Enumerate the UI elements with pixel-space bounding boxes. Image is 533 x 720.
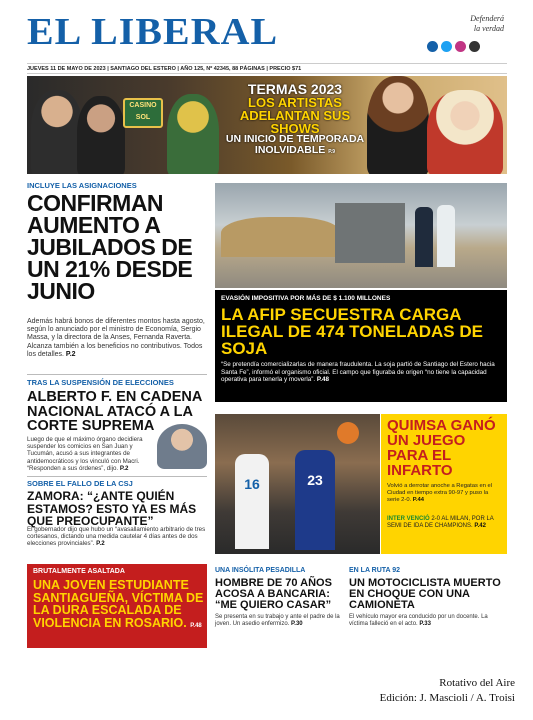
grain-truck-photo xyxy=(215,183,507,288)
red-headline-text: UNA JOVEN ESTUDIANTE SANTIAGUEÑA, VÍCTIMA DE LA DURA ESCALADA DE VIOLENCIA EN ROSARIO. xyxy=(33,578,204,630)
credit-line-1: Rotativo del Aire xyxy=(439,677,515,689)
main-kicker: INCLUYE LAS ASIGNACIONES xyxy=(27,181,137,190)
quimsa-body xyxy=(387,483,502,504)
zamora-body xyxy=(27,526,207,548)
artist-photo-3 xyxy=(167,94,219,174)
divider xyxy=(27,476,207,477)
right-body xyxy=(349,614,503,628)
soy-pile xyxy=(221,217,341,257)
facebook-icon xyxy=(427,41,438,52)
right-page: P.33 xyxy=(419,621,431,627)
banner-title: TERMAS 2023 xyxy=(247,81,343,97)
slogan-line-2: la verdad xyxy=(473,24,504,33)
quimsa-page: P.44 xyxy=(412,497,424,503)
alberto-photo xyxy=(157,424,207,469)
banner-tagline xyxy=(225,134,365,158)
mid-kicker: UNA INSÓLITA PESADILLA xyxy=(215,567,306,574)
red-kicker: BRUTALMENTE ASALTADA xyxy=(33,568,125,575)
inter-body: 2-0 AL MILAN, POR LA SEMI DE IDA DE CHAMPIONS. xyxy=(387,516,494,529)
afip-page: P.48 xyxy=(316,376,330,383)
afip-body xyxy=(221,361,501,384)
truck-hopper xyxy=(335,203,405,263)
zamora-body-text: El gobernador dijo que hubo un “avasallamiento arbitrario de tres cortesanos, dictando una medida cautelar 4 días antes de dos elecciones provinciales”. xyxy=(27,526,206,548)
masthead-logo: EL LIBERAL xyxy=(27,11,279,53)
slogan-line-1: Defenderá xyxy=(470,14,504,23)
afip-kicker: EVASIÓN IMPOSITIVA POR MÁS DE $ 1.100 MILLONES xyxy=(221,295,391,302)
inter-page: P.42 xyxy=(474,523,486,529)
mid-body-text: Se presenta en su trabajo y ante el padre de la joven. Un asedio enfermizo. xyxy=(215,614,340,627)
zamora-page: P.2 xyxy=(96,540,105,548)
artist-photo-2 xyxy=(77,96,125,174)
officer-2 xyxy=(437,205,455,267)
newspaper-front-page xyxy=(27,8,507,648)
officer-1 xyxy=(415,207,433,267)
mid-body xyxy=(215,614,345,628)
twitter-icon xyxy=(441,41,452,52)
banner-tagline-text: UN INICIO DE TEMPORADA INOLVIDABLE xyxy=(225,133,365,156)
divider xyxy=(27,374,207,375)
player-blue-jersey: 23 xyxy=(295,450,335,550)
alberto-body xyxy=(27,436,155,472)
masthead-slogan xyxy=(419,14,504,34)
main-page: P.2 xyxy=(65,350,76,358)
main-body-text: Además habrá bonos de diferentes montos hasta agosto, según lo anunciado por el ministro de Economía, Sergio Massa, y la directora de la Anses, Fernanda Raverta. Alcanza también a los beneficios no contributivos. Todos los detalles. xyxy=(27,318,205,358)
red-headline xyxy=(33,579,205,632)
alberto-headline: ALBERTO F. EN CADENA NACIONAL ATACÓ A LA CORTE SUPREMA xyxy=(27,389,202,434)
player-white-jersey: 16 xyxy=(235,454,269,549)
alberto-body-text: Luego de que el máximo órgano decidiera suspender los comicios en San Juan y Tucumán, acusó a sus integrantes de antidemocráticos y los vinculó con Macri. “Responden a sus órdenes”, dijo. xyxy=(27,436,143,472)
banner-subtitle: LOS ARTISTAS ADELANTAN SUS SHOWS xyxy=(239,95,351,136)
instagram-icon xyxy=(455,41,466,52)
social-icons xyxy=(427,41,480,52)
zamora-headline: ZAMORA: “¿ANTE QUIÉN ESTAMOS? ESTO YA ES MÁS QUE PREOCUPANTE” xyxy=(27,489,197,528)
main-headline: CONFIRMAN AUMENTO A JUBILADOS DE UN 21% DESDE JUNIO xyxy=(27,190,193,304)
credit-line-2: Edición: J. Mascioli / A. Troisi xyxy=(379,692,515,704)
right-kicker: EN LA RUTA 92 xyxy=(349,567,401,574)
web-icon xyxy=(469,41,480,52)
zamora-kicker: SOBRE EL FALLO DE LA CSJ xyxy=(27,479,133,488)
right-headline: UN MOTOCICLISTA MUERTO EN CHOQUE CON UNA CAMIONETA xyxy=(349,577,501,611)
right-body-text: El vehículo mayor era conducido por un docente. La víctima falleció en el acto. xyxy=(349,614,488,627)
casino-sign: CASINO SOL xyxy=(123,98,163,128)
dateline: JUEVES 11 DE MAYO DE 2023 | SANTIAGO DEL ESTERO | AÑO 125, Nº 42345, 88 PÁGINAS | PRECIO $71 xyxy=(27,63,507,74)
inter-label: INTER VENCIÓ xyxy=(387,516,430,522)
red-page: P.48 xyxy=(190,622,202,629)
mid-page: P.30 xyxy=(291,621,303,627)
broadcast-credit xyxy=(380,676,515,706)
quimsa-headline: QUIMSA GANÓ UN JUEGO PARA EL INFARTO xyxy=(387,417,496,479)
alberto-page: P.2 xyxy=(119,464,129,472)
main-body xyxy=(27,318,207,359)
mid-headline: HOMBRE DE 70 AÑOS ACOSA A BANCARIA: “ME QUIERO CASAR” xyxy=(215,577,332,611)
artist-photo-1 xyxy=(31,90,83,174)
afip-body-text: “Se pretendía comercializarlas de manera fraudulenta. La soja partió de Santiago del Estero hacia Santa Fe”, informó el organismo oficial. El campo que figuraba de origen “no tiene la capacidad operativa para tenerla y moverla”. xyxy=(221,361,495,383)
basketball-icon xyxy=(337,422,359,444)
artist-photo-4 xyxy=(367,76,429,174)
banner-page: P.9 xyxy=(328,149,336,155)
artist-photo-5 xyxy=(427,90,503,174)
alberto-kicker: TRAS LA SUSPENSIÓN DE ELECCIONES xyxy=(27,378,174,387)
quimsa-body-text: Volvió a derrotar anoche a Regatas en el Ciudad en tiempo extra 90-97 y puso la serie 2-0. xyxy=(387,483,493,503)
inter-brief xyxy=(387,516,502,530)
basketball-photo xyxy=(215,414,380,554)
afip-headline: LA AFIP SECUESTRA CARGA ILEGAL DE 474 TONELADAS DE SOJA xyxy=(221,305,483,358)
